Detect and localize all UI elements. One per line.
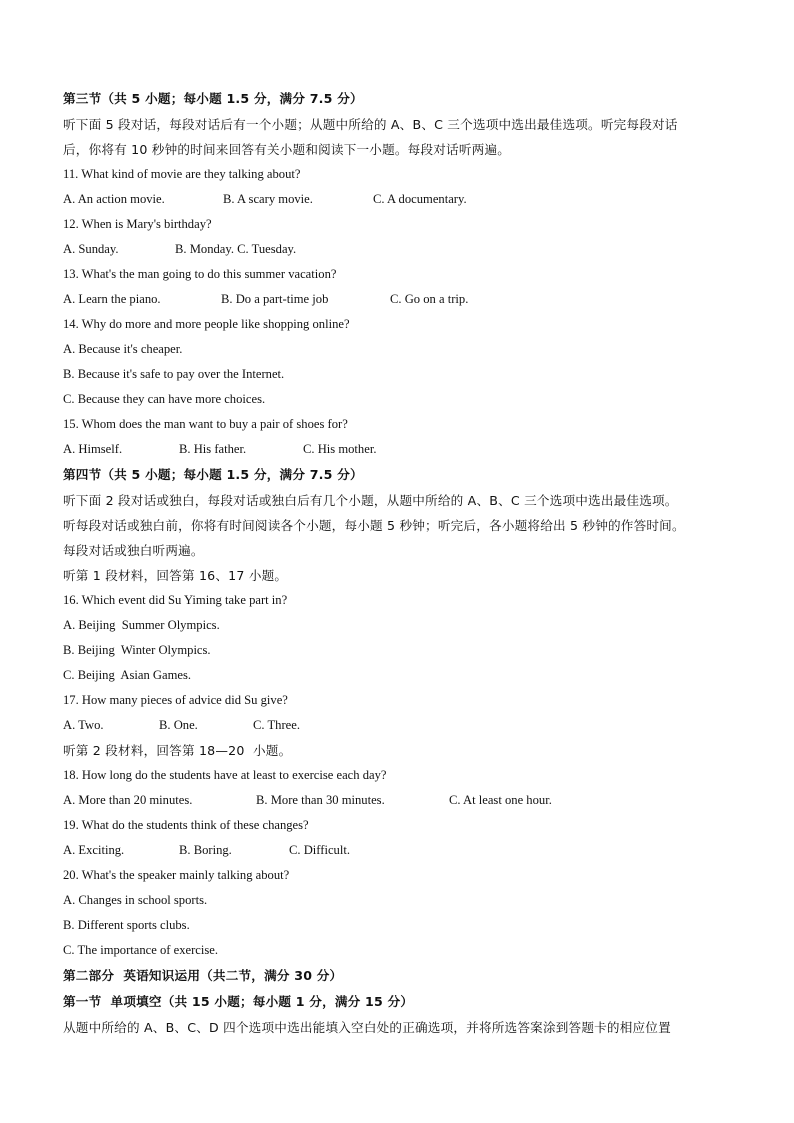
q11-option-b: B. A scary movie. [223,192,313,206]
q19-option-a: A. Exciting. [63,843,125,857]
question-13-options [63,287,743,312]
section3-instruction-line-2: 后，你将有 10 秒钟的时间来回答有关小题和阅读下一小题。每段对话听两遍。 [63,142,511,157]
q13-option-a: A. Learn the piano. [63,292,161,306]
q16-option-b: B. Beijing Winter Olympics. [63,643,211,657]
part2-instruction: 从题中所给的 A、B、C、D 四个选项中选出能填入空白处的正确选项，并将所选答案涂到答题卡的相应位置 [63,1020,671,1035]
question-11-stem: 11. What kind of movie are they talking about? [63,167,301,181]
q18-option-b: B. More than 30 minutes. [256,793,385,807]
question-18-options [63,788,743,813]
q20-option-a: A. Changes in school sports. [63,893,208,907]
section4-instruction-line-3: 每段对话或独白听两遍。 [63,543,204,558]
q17-option-b: B. One. [159,718,198,732]
q15-option-a: A. Himself. [63,442,123,456]
question-16-stem: 16. Which event did Su Yiming take part in? [63,593,288,607]
material-2-note: 听第 2 段材料，回答第 18—20 小题。 [63,743,292,758]
q12-option-bc: B. Monday. C. Tuesday. [175,242,297,256]
q20-option-c: C. The importance of exercise. [63,943,219,957]
exam-page [63,86,743,1040]
q18-option-c: C. At least one hour. [449,793,552,807]
material-1-note: 听第 1 段材料，回答第 16、17 小题。 [63,568,288,583]
section4-instruction-line-1: 听下面 2 段对话或独白，每段对话或独白后有几个小题，从题中所给的 A、B、C 三个选项中选出最佳选项。 [63,493,678,508]
question-18-stem: 18. How long do the students have at least to exercise each day? [63,768,387,782]
question-11-options [63,187,743,212]
question-12-stem: 12. When is Mary's birthday? [63,217,212,231]
question-20-stem: 20. What's the speaker mainly talking about? [63,868,290,882]
section4-heading: 第四节（共 5 小题；每小题 1.5 分，满分 7.5 分） [63,467,363,482]
question-17-options [63,713,743,738]
section4-instruction-line-2: 听每段对话或独白前，你将有时间阅读各个小题，每小题 5 秒钟；听完后，各小题将给出 5 秒钟的作答时间。 [63,518,685,533]
question-19-options [63,838,743,863]
q14-option-a: A. Because it's cheaper. [63,342,183,356]
q16-option-a: A. Beijing Summer Olympics. [63,618,220,632]
part2-heading: 第二部分 英语知识运用（共二节，满分 30 分） [63,968,343,983]
question-14-stem: 14. Why do more and more people like shopping online? [63,317,350,331]
q13-option-c: C. Go on a trip. [390,292,469,306]
part2-section1-heading: 第一节 单项填空（共 15 小题；每小题 1 分，满分 15 分） [63,994,414,1009]
q18-option-a: A. More than 20 minutes. [63,793,193,807]
q15-option-c: C. His mother. [303,442,377,456]
q17-option-c: C. Three. [253,718,300,732]
question-19-stem: 19. What do the students think of these changes? [63,818,309,832]
q14-option-c: C. Because they can have more choices. [63,392,266,406]
q20-option-b: B. Different sports clubs. [63,918,190,932]
q12-option-a: A. Sunday. [63,242,119,256]
q13-option-b: B. Do a part-time job [221,292,329,306]
question-17-stem: 17. How many pieces of advice did Su give? [63,693,288,707]
q16-option-c: C. Beijing Asian Games. [63,668,192,682]
section3-instruction-line-1: 听下面 5 段对话，每段对话后有一个小题；从题中所给的 A、B、C 三个选项中选出最佳选项。听完每段对话 [63,117,678,132]
q14-option-b: B. Because it's safe to pay over the Internet. [63,367,285,381]
q15-option-b: B. His father. [179,442,247,456]
q11-option-a: A. An action movie. [63,192,165,206]
question-15-stem: 15. Whom does the man want to buy a pair of shoes for? [63,417,348,431]
q19-option-b: B. Boring. [179,843,232,857]
question-13-stem: 13. What's the man going to do this summer vacation? [63,267,337,281]
question-12-options [63,237,743,262]
section3-heading: 第三节（共 5 小题；每小题 1.5 分，满分 7.5 分） [63,91,363,106]
q11-option-c: C. A documentary. [373,192,467,206]
q17-option-a: A. Two. [63,718,104,732]
question-15-options [63,437,743,462]
q19-option-c: C. Difficult. [289,843,350,857]
